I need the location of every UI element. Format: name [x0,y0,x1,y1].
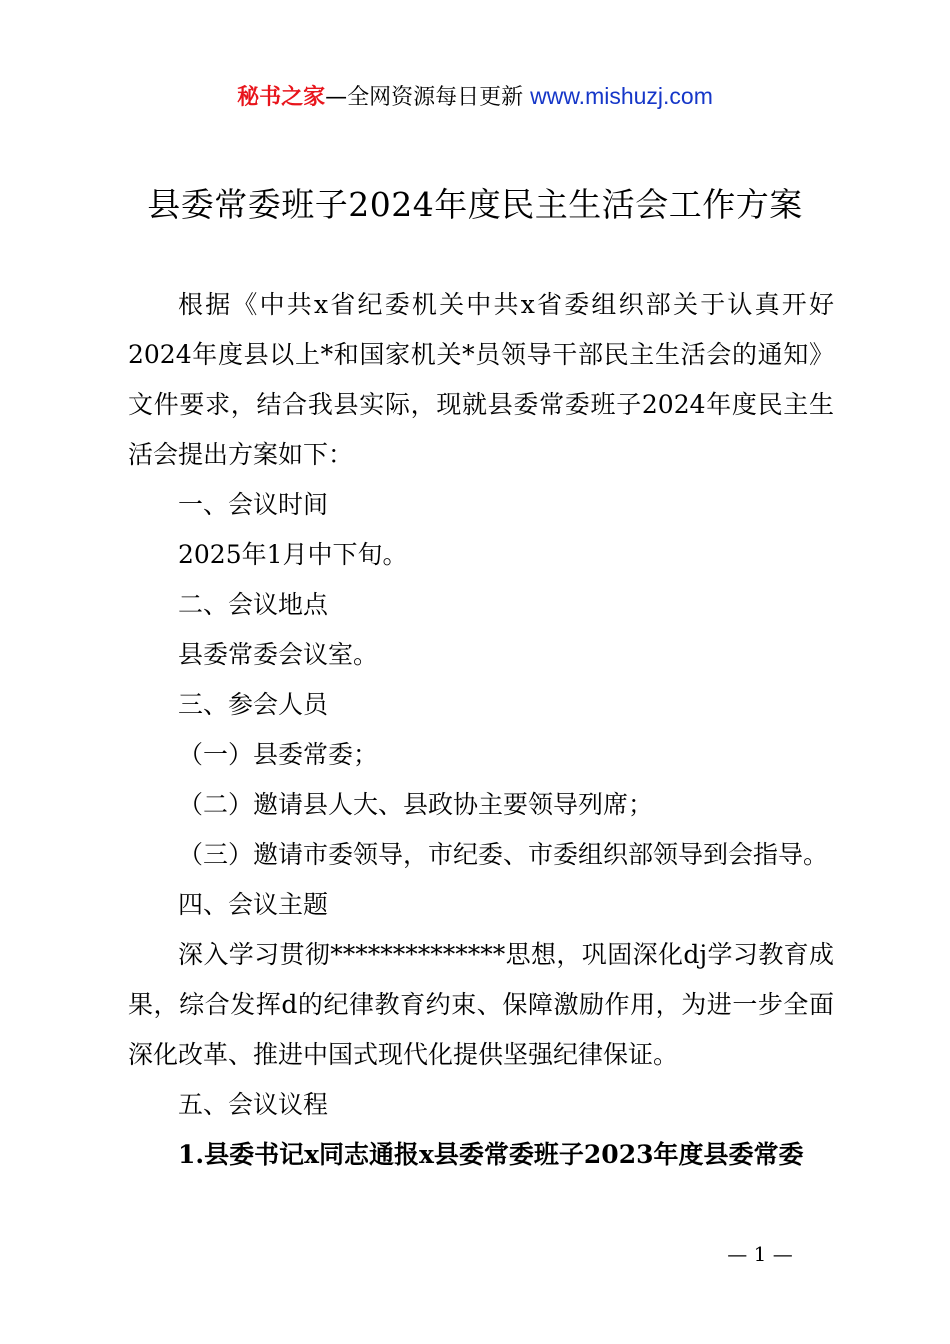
site-header [0,80,950,114]
section-agenda-heading: 五、会议议程 [178,1090,329,1119]
header-tagline: —全网资源每日更新 [325,85,531,110]
attendee-item: （三）邀请市委领导，市纪委、市委组织部领导到会指导。 [178,840,829,869]
attendee-item: （一）县委常委； [178,740,379,769]
intro-paragraph: 根据《中共x省纪委机关中共x省委组织部关于认真开好2024年度县以上*和国家机关*员领导干部民主生活会的通知》文件要求，结合我县实际，现就县委常委班子2024年度民主生活会提出方案如下： [128,290,834,469]
section-place-heading: 二、会议地点 [178,590,329,619]
section-attendees-heading: 三、参会人员 [178,690,329,719]
header-brand: 秘书之家 [237,85,326,110]
section-theme-heading: 四、会议主题 [178,890,329,919]
section-time-text: 2025年1月中下旬。 [178,540,408,569]
document-title: 县委常委班子2024年度民主生活会工作方案 [147,185,803,224]
document-body [128,280,834,1180]
header-url-link[interactable]: www.mishuzj.com [530,83,713,109]
agenda-item: 1.县委书记x同志通报x县委常委班子2023年度县委常委 [178,1140,804,1169]
page-number: — 1 — [727,1242,793,1266]
section-theme-text: 深入学习贯彻**************思想，巩固深化dj学习教育成果，综合发挥d的纪律教育约束、保障激励作用，为进一步全面深化改革、推进中国式现代化提供坚强纪律保证。 [128,940,834,1069]
section-time-heading: 一、会议时间 [178,490,329,519]
attendee-item: （二）邀请县人大、县政协主要领导列席； [178,790,654,819]
section-place-text: 县委常委会议室。 [178,640,379,669]
